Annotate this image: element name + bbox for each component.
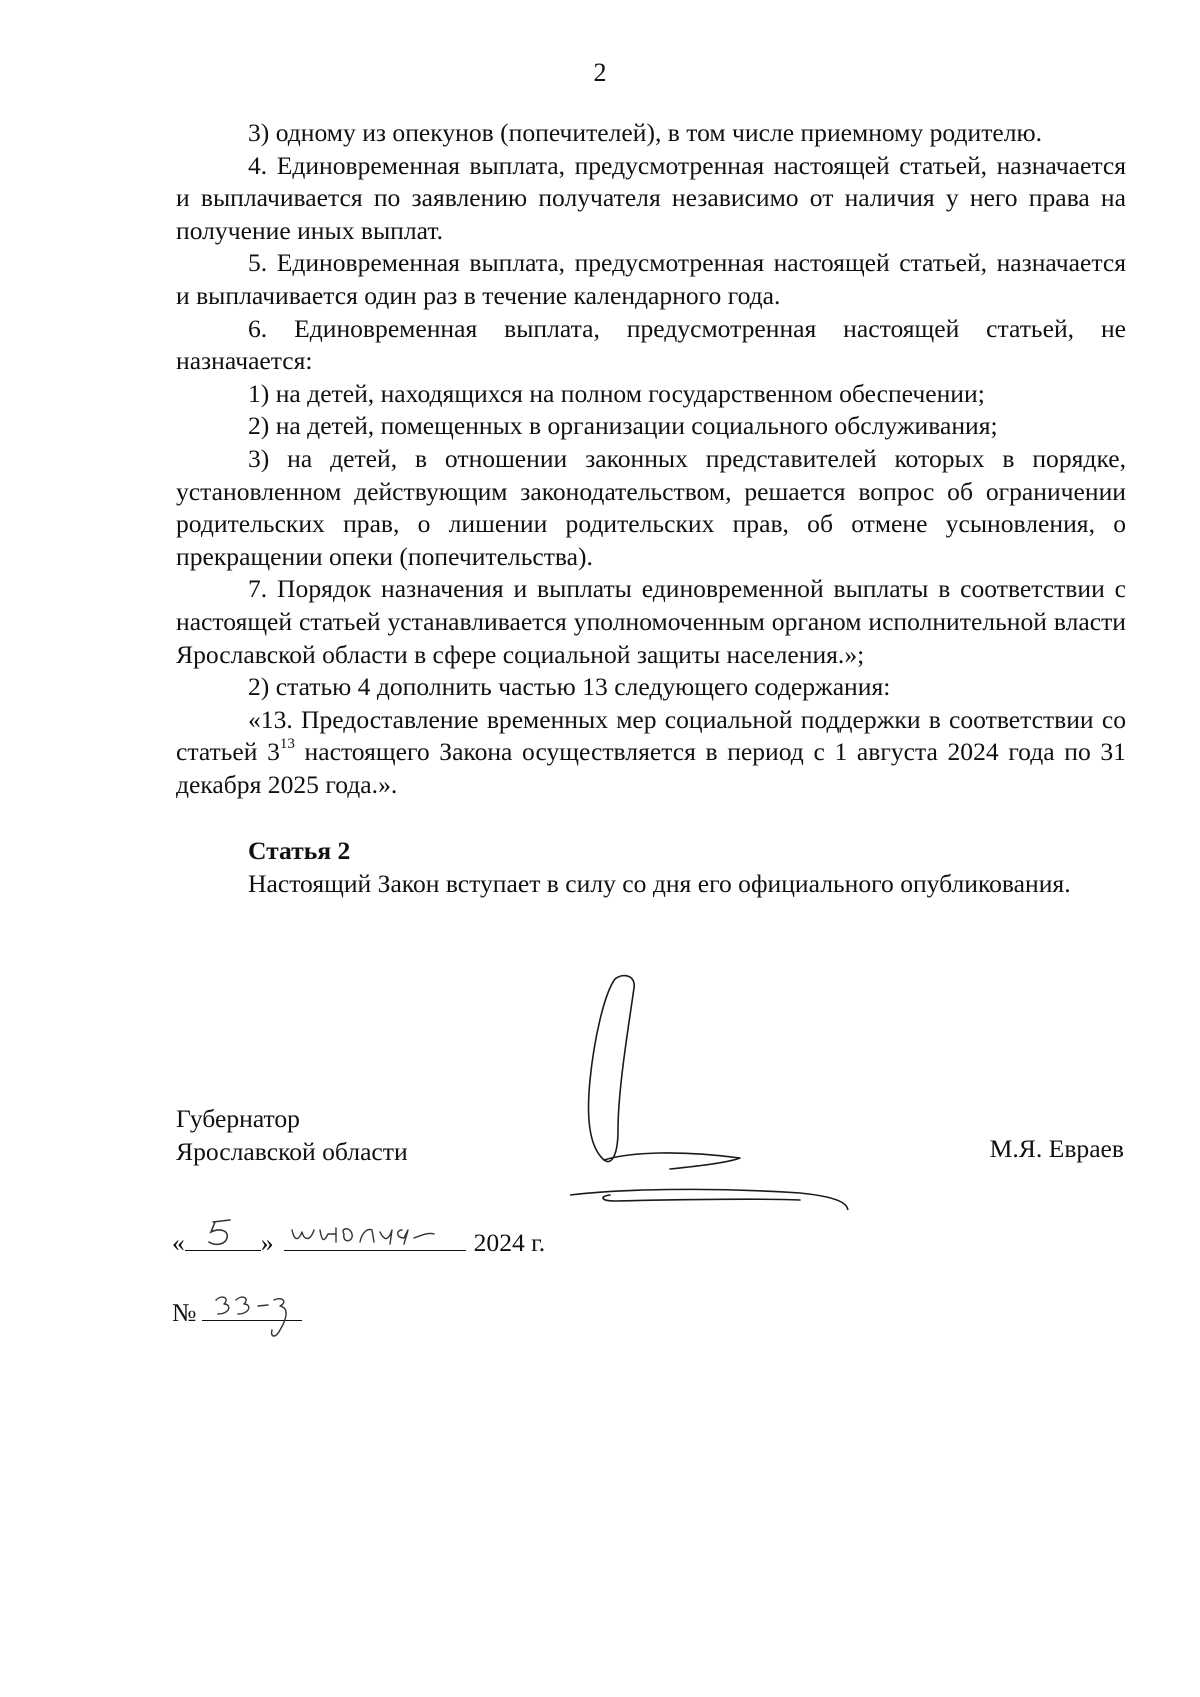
signatory-title-line-2: Ярославской области (176, 1137, 408, 1166)
paragraph-13-start: «13. Предоставление временных мер социальной поддержки в соответствии со статьей 3 (176, 704, 1126, 767)
paragraph-7: 3) на детей, в отношении законных представителей которых в порядке, установленном действующим законодательством, решается вопрос об ограничении родительских прав, о лишении родительских прав, об отмене усыновления, о прекращении опеки (попечительства). (176, 443, 1126, 571)
signing-date (172, 1222, 545, 1262)
law-number (172, 1290, 302, 1350)
date-month-field (284, 1222, 466, 1251)
date-day-field (185, 1222, 261, 1251)
paragraph-6: 2) на детей, помещенных в организации социального обслуживания; (248, 411, 998, 441)
paragraph-1: 3) одному из опекунов (попечителей), в том числе приемному родителю. (248, 118, 1043, 147)
document-body (176, 117, 1126, 901)
number-label: № (172, 1298, 197, 1327)
article-2-text: Настоящий Закон вступает в силу со дня его официального опубликования. (248, 869, 1071, 899)
signatory-title (176, 1102, 408, 1168)
paragraph-8: 7. Порядок назначения и выплаты единовременной выплаты в соответствии с настоящей статьей устанавливается уполномоченным органом исполнительной власти Ярославской области в сфере социальной защиты населения.»; (176, 574, 1126, 669)
paragraph-13-end: настоящего Закона осуществляется в период с 1 августа 2024 года по 31 декабря 2025 года.». (176, 737, 1126, 799)
signatory-name: М.Я. Евраев (989, 1134, 1124, 1163)
paragraph-5: 1) на детей, находящихся на полном государственном обеспечении; (248, 378, 985, 408)
page-number: 2 (593, 58, 607, 87)
paragraph-2: 4. Единовременная выплата, предусмотренная настоящей статьей, назначается и выплачивается по заявлению получателя независимо от наличия у него права на получение иных выплат. (176, 150, 1126, 245)
date-close-quote: » (260, 1228, 274, 1257)
handwritten-number (202, 1290, 302, 1342)
handwritten-month (284, 1214, 466, 1248)
article-2-heading: Статья 2 (248, 836, 351, 866)
paragraph-4: 6. Единовременная выплата, предусмотренная настоящей статьей, не назначается: (176, 313, 1126, 376)
paragraph-3: 5. Единовременная выплата, предусмотренная настоящей статьей, назначается и выплачивается один раз в течение календарного года. (176, 248, 1126, 310)
paragraph-13 (176, 704, 1126, 802)
handwritten-signature (570, 970, 930, 1210)
paragraph-13-superscript: 13 (279, 736, 295, 753)
number-field (202, 1290, 302, 1321)
date-open-quote: « (172, 1228, 185, 1257)
handwritten-day (185, 1214, 261, 1248)
paragraph-9: 2) статью 4 дополнить частью 13 следующего содержания: (248, 672, 891, 702)
date-year: 2024 г. (473, 1228, 546, 1257)
signatory-title-line-1: Губернатор (176, 1104, 300, 1133)
